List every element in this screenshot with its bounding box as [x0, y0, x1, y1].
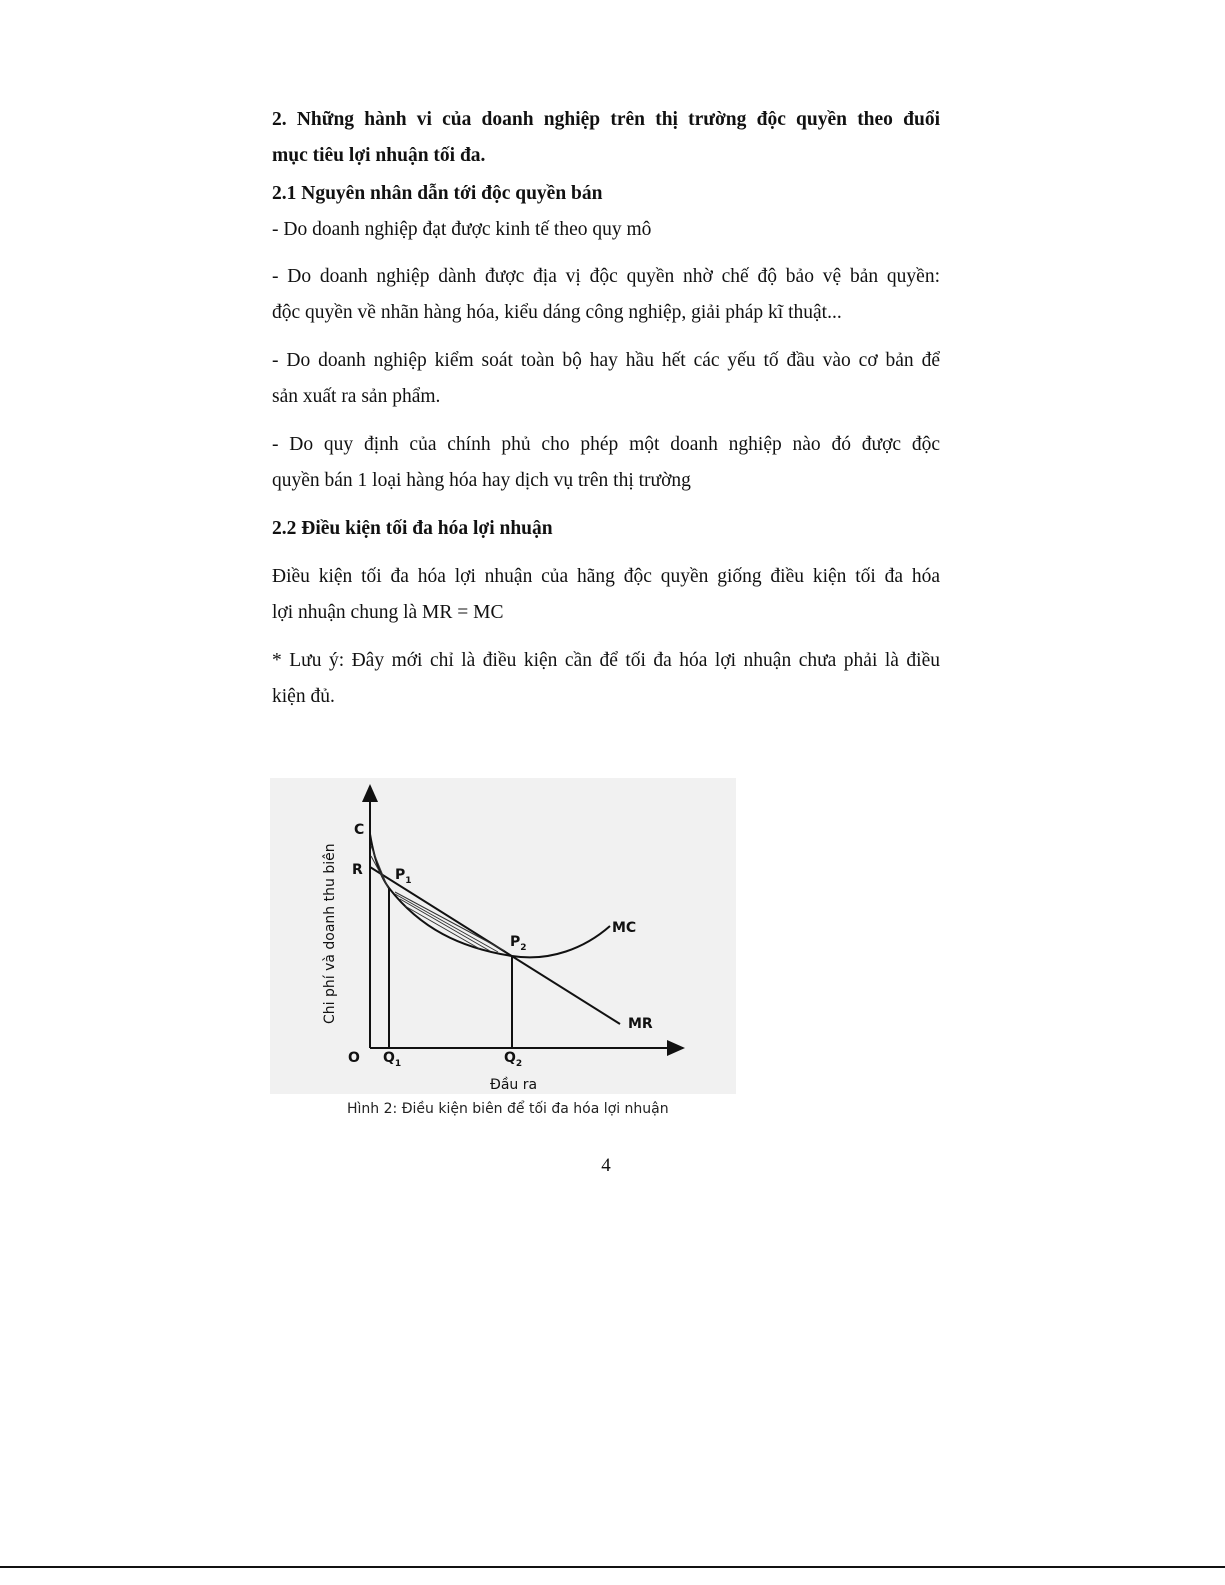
- mc-curve: [370, 834, 610, 957]
- subsection-2-title: 2.2 Điều kiện tối đa hóa lợi nhuận: [272, 518, 553, 539]
- diagram: [270, 778, 736, 1094]
- note-line-2: kiện đủ.: [272, 686, 335, 707]
- label-origin: O: [348, 1050, 360, 1066]
- page-number: 4: [601, 1155, 611, 1176]
- condition-paragraph-line-2: lợi nhuận chung là MR = MC: [272, 602, 504, 623]
- cause-item-3-line-2: sản xuất ra sản phẩm.: [272, 386, 441, 407]
- x-axis-label: Đầu ra: [490, 1077, 538, 1093]
- cause-item-2-line-2: độc quyền về nhãn hàng hóa, kiểu dáng công nghiệp, giải pháp kĩ thuật...: [272, 302, 842, 323]
- label-q2: $Q_2$: [504, 1050, 523, 1069]
- label-q1: $Q_1$: [383, 1050, 402, 1069]
- shaded-area: [371, 846, 505, 952]
- label-p2: $P_2$: [510, 934, 527, 953]
- section-title-line-2: mục tiêu lợi nhuận tối đa.: [272, 145, 486, 166]
- section-title-line-1: 2. Những hành vi của doanh nghiệp trên thị trường độc quyền theo đuổi: [272, 109, 940, 130]
- figure-caption: Hình 2: Điều kiện biên để tối đa hóa lợi nhuận: [347, 1101, 669, 1117]
- label-mr: MR: [628, 1016, 653, 1032]
- label-r: R: [352, 862, 363, 878]
- figure-marginal-condition: [270, 778, 736, 1094]
- label-c: C: [354, 822, 365, 838]
- cause-item-4-line-2: quyền bán 1 loại hàng hóa hay dịch vụ trên thị trường: [272, 470, 691, 491]
- cause-item-2-line-1: - Do doanh nghiệp dành được địa vị độc quyền nhờ chế độ bảo vệ bản quyền:: [272, 266, 940, 287]
- cause-item-3-line-1: - Do doanh nghiệp kiểm soát toàn bộ hay hầu hết các yếu tố đầu vào cơ bản để: [272, 350, 940, 371]
- label-p1: $P_1$: [395, 867, 412, 886]
- note-line-1: * Lưu ý: Đây mới chỉ là điều kiện cần để tối đa hóa lợi nhuận chưa phải là điều: [272, 650, 940, 671]
- subsection-1-title: 2.1 Nguyên nhân dẫn tới độc quyền bán: [272, 183, 603, 204]
- bottom-rule: [0, 1566, 1225, 1568]
- cause-item-1: - Do doanh nghiệp đạt được kinh tế theo quy mô: [272, 219, 652, 240]
- y-axis-label: Chi phí và doanh thu biên: [322, 843, 338, 1024]
- cause-item-4-line-1: - Do quy định của chính phủ cho phép một doanh nghiệp nào đó được độc: [272, 434, 940, 455]
- condition-paragraph-line-1: Điều kiện tối đa hóa lợi nhuận của hãng độc quyền giống điều kiện tối đa hóa: [272, 566, 940, 587]
- label-mc: MC: [612, 920, 637, 936]
